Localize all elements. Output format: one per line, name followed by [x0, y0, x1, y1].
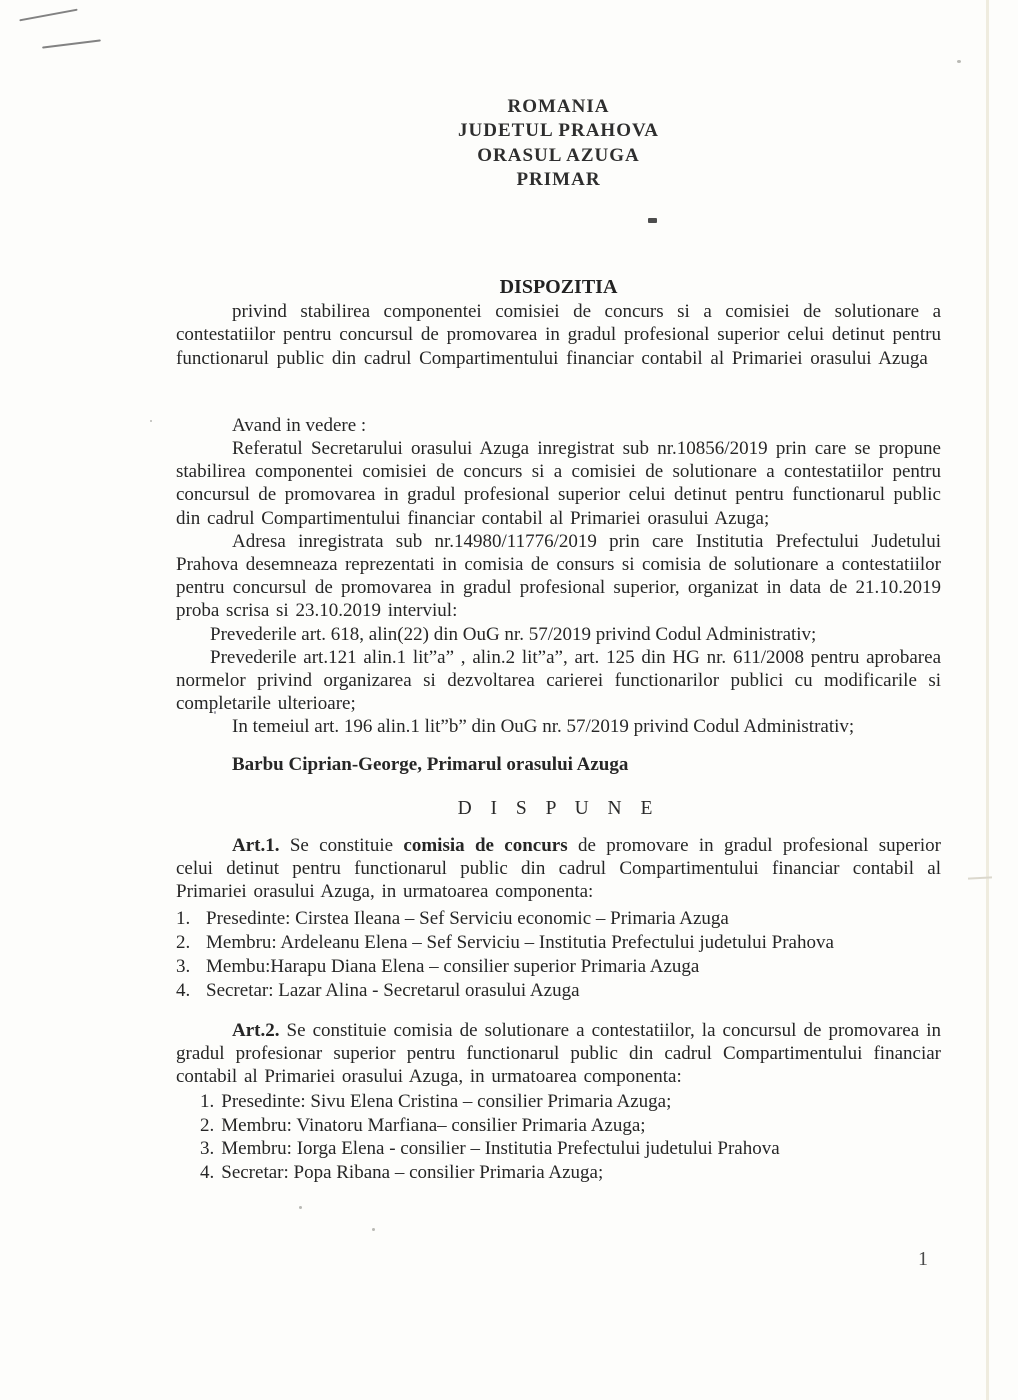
list-item-number: 1.	[200, 1091, 215, 1113]
commission-1-list	[176, 907, 941, 1003]
article-1-paragraph	[176, 834, 941, 904]
letterhead-county: JUDETUL PRAHOVA	[458, 120, 659, 142]
list-item-text: Membru: Ardeleanu Elena – Sef Serviciu – Institutia Prefectului judetului Prahova	[206, 931, 834, 953]
document-subtitle: privind stabilirea componentei comisiei de concurs si a comisiei de solutionare a contestatiilor pentru concursul de promovarea in gradul profesional superior celui detinut pentru functionarul public din cadrul Compartimentului financiar contabil al Primariei orasului Azuga	[176, 301, 941, 369]
list-item-text: Secretar: Lazar Alina - Secretarul orasului Azuga	[206, 979, 580, 1001]
list-item-text: Secretar: Popa Ribana – consilier Primaria Azuga;	[221, 1161, 604, 1183]
recital-paragraph: Referatul Secretarului orasului Azuga inregistrat sub nr.10856/2019 prin care se propune stabilirea componentei comisiei de concurs si a comisiei de solutionare a contestatiilor pentru concursul de promovarea in gradul profesional superior celui detinut pentru functionarul public din cadrul Compartimentului financiar contabil al Primariei orasului Azuga;	[176, 438, 941, 529]
list-item	[200, 1137, 941, 1161]
list-item	[176, 931, 941, 955]
letterhead-office: PRIMAR	[516, 168, 601, 190]
list-item-number: 4.	[176, 979, 191, 1001]
article-1-text: de promovare in gradul profesional superior celui detinut pentru functionarul public din cadrul Compartimentului financiar contabil al Primariei orasului Azuga, in urmatoarea componenta:	[176, 835, 941, 903]
document-body	[176, 0, 941, 1184]
list-item-text: Membru: Vinatoru Marfiana– consilier Primaria Azuga;	[221, 1114, 646, 1136]
list-item-text: Membru: Iorga Elena - consilier – Institutia Prefectului judetului Prahova	[221, 1138, 780, 1160]
list-item-number: 2.	[176, 931, 191, 953]
scan-speck	[957, 60, 961, 63]
article-2-paragraph	[176, 1019, 941, 1089]
commission-2-list	[200, 1090, 941, 1184]
scan-speck	[299, 1206, 302, 1209]
article-1-bold-phrase: comisia de concurs	[403, 835, 568, 857]
list-item-number: 2.	[200, 1114, 215, 1136]
list-item	[200, 1090, 941, 1114]
list-item-text: Membu:Harapu Diana Elena – consilier superior Primaria Azuga	[206, 955, 700, 977]
recital-paragraph: Adresa inregistrata sub nr.14980/11776/2019 prin care Institutia Prefectului Judetului Prahova desemneaza reprezentati in comisia de consurs si comisia de solutionare a contestatiilor pentru concursul de promovarea in gradul profesional superior, organizat in data de 21.10.2019 proba scrisa si 23.10.2019 interviul:	[176, 530, 941, 622]
pen-stroke-mark	[42, 39, 101, 49]
list-item-text: Presedinte: Sivu Elena Cristina – consilier Primaria Azuga;	[221, 1091, 672, 1113]
list-item	[176, 907, 941, 931]
list-item-text: Presedinte: Cirstea Ileana – Sef Serviciu economic – Primaria Azuga	[206, 907, 729, 929]
recital-paragraph: Prevederile art.121 alin.1 lit”a” , alin.2 lit”a”, art. 125 din HG nr. 611/2008 pentru aprobarea normelor privind organizarea si dezvoltarea carierei functionarilor publici cu modificarile si completarile ulterioare;	[176, 646, 941, 715]
letterhead-city: ORASUL AZUGA	[477, 144, 640, 166]
list-item	[176, 955, 941, 979]
scan-speck	[150, 420, 152, 422]
having-regard-label: Avand in vedere :	[232, 414, 367, 436]
issuer-name-line: Barbu Ciprian-George, Primarul orasului Azuga	[232, 753, 629, 775]
document-title: DISPOZITIA	[499, 276, 618, 299]
list-item	[200, 1114, 941, 1138]
page-number: 1	[918, 1248, 928, 1270]
letterhead-country: ROMANIA	[507, 96, 610, 117]
recital-paragraph: In temeiul art. 196 alin.1 lit”b” din OuG nr. 57/2019 privind Codul Administrativ;	[232, 716, 855, 738]
article-1-label: Art.1.	[232, 835, 280, 857]
list-item-number: 4.	[200, 1161, 215, 1183]
list-item-number: 3.	[176, 955, 191, 977]
dispune-heading: D I S P U N E	[457, 797, 660, 819]
scan-speck	[372, 1228, 375, 1231]
pen-stroke-mark	[19, 9, 77, 22]
article-2-label: Art.2.	[232, 1019, 280, 1041]
list-item-number: 3.	[200, 1138, 215, 1160]
list-item-number: 1.	[176, 907, 191, 929]
list-item	[176, 979, 941, 1003]
list-item	[200, 1161, 941, 1185]
article-1-text: Se constituie	[279, 835, 404, 857]
letterhead	[176, 95, 941, 192]
recital-paragraph: Prevederile art. 618, alin(22) din OuG nr. 57/2019 privind Codul Administrativ;	[210, 623, 817, 645]
article-2-text: Se constituie comisia de solutionare a contestatiilor, la concursul de promovarea in gradul profesionar superior pentru functionarul public din cadrul Compartimentului financiar contabil al Primariei orasului Azuga, in urmatoarea componenta:	[176, 1019, 941, 1088]
scan-edge-line	[986, 0, 989, 1400]
